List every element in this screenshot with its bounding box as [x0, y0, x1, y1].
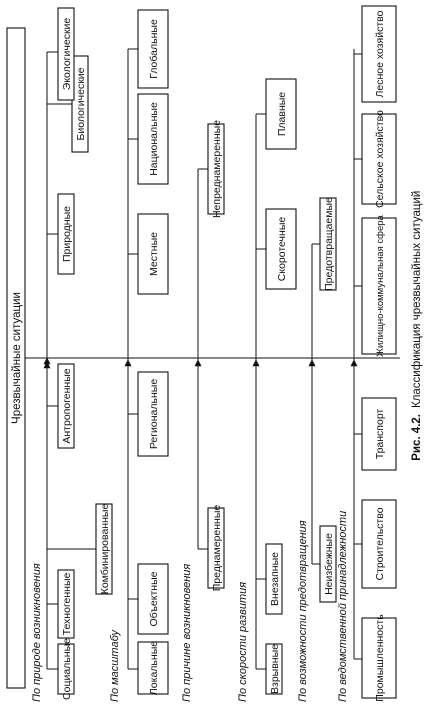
node-forestry-label: Лесное хозяйство — [374, 10, 386, 98]
root-title: Чрезвычайные ситуации — [11, 292, 23, 424]
node-preventable-label: Предотвращаемые — [323, 197, 335, 291]
node-inevitable-label: Неизбежные — [323, 533, 335, 595]
node-local-label: Локальные — [148, 640, 160, 696]
node-rapid-label: Скоротечные — [276, 216, 288, 282]
node-national-label: Национальные — [148, 102, 160, 176]
group-speed-caption: По скорости развития — [237, 581, 249, 702]
node-object-label: Объектные — [148, 571, 160, 627]
node-transport-label: Транспорт — [374, 408, 386, 460]
node-agriculture-label: Сельское хозяйство — [374, 110, 386, 208]
node-housing-label: Жилищно-коммунальная сфера — [375, 215, 386, 357]
node-global-label: Глобальные — [148, 19, 160, 79]
figure-caption — [411, 191, 423, 461]
node-ecological-label: Экологические — [61, 17, 73, 91]
node-regional-label: Региональные — [148, 378, 160, 450]
node-social-label: Социальные — [61, 638, 73, 700]
node-combined-label: Комбинированные — [99, 503, 111, 595]
node-construction-label: Строительство — [374, 507, 386, 581]
node-industry-label: Промышленность — [374, 614, 386, 702]
group-cause-caption: По причине возникновения — [181, 563, 193, 702]
node-anthropogenic-label: Антропогенные — [61, 368, 73, 444]
node-sudden-label: Внезапные — [269, 552, 281, 606]
group-scale — [109, 10, 168, 702]
group-speed — [237, 79, 296, 702]
group-origin — [31, 8, 112, 702]
group-origin-caption: По природе возникновения — [31, 563, 43, 702]
group-cause — [181, 120, 224, 702]
node-technogenic-label: Техногенные — [61, 572, 73, 636]
node-intentional-label: Преднамеренные — [211, 504, 223, 592]
node-natural-label: Природные — [61, 205, 73, 263]
group-scale-caption: По масштабу — [109, 629, 121, 702]
group-prevention-caption: По возможности предотвращения — [297, 520, 309, 702]
node-biological-label: Биологические — [75, 67, 87, 141]
node-explosive-label: Взрывные — [269, 644, 281, 694]
group-department — [337, 6, 396, 702]
node-municipal-label: Местные — [148, 232, 160, 276]
figure-caption-text: Классификация чрезвычайных ситуаций — [411, 190, 423, 408]
group-department-caption: По ведомственной принадлежности — [337, 510, 349, 702]
group-prevention — [297, 197, 336, 702]
node-unintentional-label: Непреднамеренные — [211, 119, 223, 219]
figure-label: Рис. 4.2. — [411, 414, 423, 461]
node-smooth-label: Плавные — [276, 91, 288, 137]
